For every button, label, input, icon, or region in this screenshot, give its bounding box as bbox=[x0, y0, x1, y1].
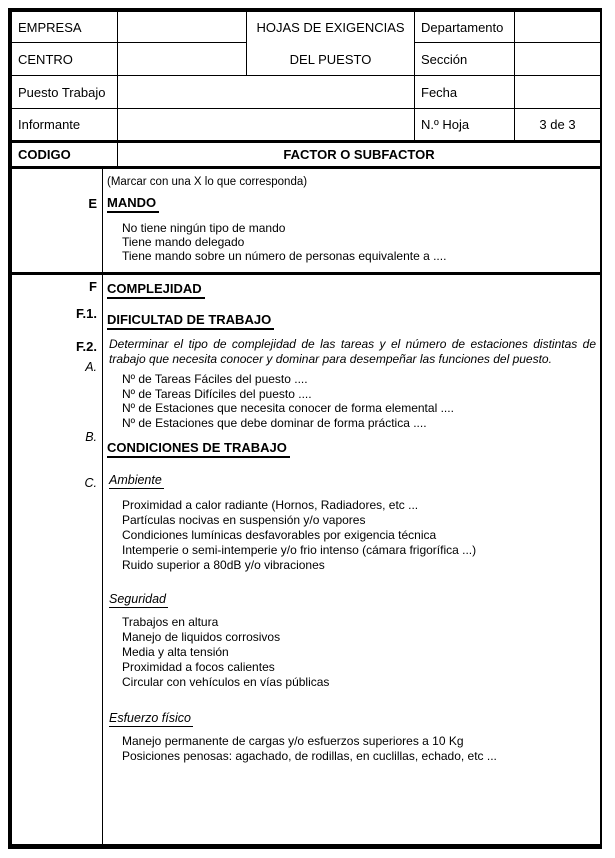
column-header-row bbox=[12, 140, 600, 169]
dificultad-heading: DIFICULTAD DE TRABAJO bbox=[107, 313, 274, 330]
departamento-value-cell bbox=[515, 12, 600, 43]
list-item: Manejo permanente de cargas y/o esfuerzos superiores a 10 Kg bbox=[122, 734, 464, 748]
code-c: C. bbox=[84, 476, 97, 490]
dificultad-heading-wrap bbox=[107, 311, 600, 330]
list-item: Posiciones penosas: agachado, de rodillas, en cuclillas, echado, etc ... bbox=[122, 749, 497, 763]
section-e-content bbox=[103, 169, 600, 272]
code-a: A. bbox=[85, 360, 97, 374]
puesto-trabajo-label: Puesto Trabajo bbox=[12, 76, 118, 109]
list-item: Manejo de liquidos corrosivos bbox=[122, 630, 281, 644]
ambiente-items bbox=[122, 498, 600, 573]
list-item: Trabajos en altura bbox=[122, 615, 219, 629]
code-f2: F.2. bbox=[76, 339, 97, 354]
section-f-content bbox=[103, 275, 600, 844]
puesto-trabajo-value-cell bbox=[118, 76, 415, 109]
condiciones-heading: CONDICIONES DE TRABAJO bbox=[107, 441, 290, 458]
num-hoja-label: N.º Hoja bbox=[415, 109, 515, 140]
complejidad-heading: COMPLEJIDAD bbox=[107, 282, 205, 299]
list-item: Nº de Tareas Difíciles del puesto .... bbox=[122, 386, 312, 401]
fecha-label: Fecha bbox=[415, 76, 515, 109]
ambiente-subheading: Ambiente bbox=[109, 473, 162, 487]
form-sheet bbox=[8, 8, 602, 849]
dificultad-description: Determinar el tipo de complejidad de las tareas y el número de estaciones distintas de trabajo que necesita conocer y dominar para desempeñar las funciones del puesto. bbox=[109, 337, 596, 366]
tareas-estaciones-items bbox=[122, 372, 600, 430]
mando-items bbox=[122, 221, 600, 263]
empresa-label: EMPRESA bbox=[12, 12, 118, 43]
form-title bbox=[247, 12, 415, 76]
section-f-code-column bbox=[12, 275, 103, 844]
list-item: Condiciones lumínicas desfavorables por exigencia técnica bbox=[122, 528, 437, 542]
fecha-value-cell bbox=[515, 76, 600, 109]
num-hoja-value: 3 de 3 bbox=[539, 117, 576, 132]
header-table bbox=[12, 12, 600, 140]
seccion-value-cell bbox=[515, 43, 600, 76]
list-item: Tiene mando delegado bbox=[122, 235, 245, 249]
seguridad-subheading-wrap bbox=[109, 590, 600, 608]
seccion-label: Sección bbox=[415, 43, 515, 76]
list-item: No tiene ningún tipo de mando bbox=[122, 221, 286, 235]
complejidad-heading-wrap bbox=[107, 280, 600, 299]
condiciones-heading-wrap bbox=[107, 439, 600, 458]
esfuerzo-subheading: Esfuerzo físico bbox=[109, 711, 191, 725]
form-title-line1: HOJAS DE EXIGENCIAS bbox=[256, 20, 405, 36]
code-f: F bbox=[89, 279, 97, 294]
mando-heading-wrap bbox=[107, 194, 600, 213]
list-item: Proximidad a calor radiante (Hornos, Radiadores, etc ... bbox=[122, 498, 419, 512]
section-e-mando bbox=[12, 169, 600, 275]
seguridad-subheading: Seguridad bbox=[109, 592, 166, 606]
section-f-complejidad bbox=[12, 275, 600, 844]
codigo-column-header: CODIGO bbox=[12, 143, 118, 166]
list-item: Proximidad a focos calientes bbox=[122, 660, 275, 674]
informante-label: Informante bbox=[12, 109, 118, 140]
mark-with-x-note: (Marcar con una X lo que corresponda) bbox=[107, 176, 308, 188]
seguridad-items bbox=[122, 615, 600, 690]
code-f1: F.1. bbox=[76, 306, 97, 321]
list-item: Intemperie o semi-intemperie y/o frio intenso (cámara frigorífica ...) bbox=[122, 543, 477, 557]
esfuerzo-subheading-wrap bbox=[109, 709, 600, 727]
list-item: Nº de Estaciones que necesita conocer de forma elemental .... bbox=[122, 401, 454, 415]
mando-heading: MANDO bbox=[107, 196, 159, 213]
factor-column-header: FACTOR O SUBFACTOR bbox=[283, 147, 435, 162]
list-item: Tiene mando sobre un número de personas equivalente a .... bbox=[122, 249, 447, 263]
code-b: B. bbox=[85, 430, 97, 444]
ambiente-subheading-wrap bbox=[109, 471, 600, 489]
form-title-line2: DEL PUESTO bbox=[289, 51, 372, 67]
list-item: Circular con vehículos en vías públicas bbox=[122, 675, 330, 689]
empresa-value-cell bbox=[118, 12, 247, 43]
code-e: E bbox=[88, 196, 97, 211]
list-item: Media y alta tensión bbox=[122, 645, 229, 659]
list-item: Nº de Estaciones que debe dominar de forma práctica .... bbox=[122, 415, 427, 430]
esfuerzo-items bbox=[122, 734, 600, 764]
list-item: Ruido superior a 80dB y/o vibraciones bbox=[122, 558, 325, 572]
centro-label: CENTRO bbox=[12, 43, 118, 76]
list-item: Nº de Tareas Fáciles del puesto .... bbox=[122, 372, 308, 386]
centro-value-cell bbox=[118, 43, 247, 76]
informante-value-cell bbox=[118, 109, 415, 140]
departamento-label: Departamento bbox=[415, 12, 515, 43]
list-item: Partículas nocivas en suspensión y/o vapores bbox=[122, 513, 366, 527]
section-e-code-column bbox=[12, 169, 103, 272]
